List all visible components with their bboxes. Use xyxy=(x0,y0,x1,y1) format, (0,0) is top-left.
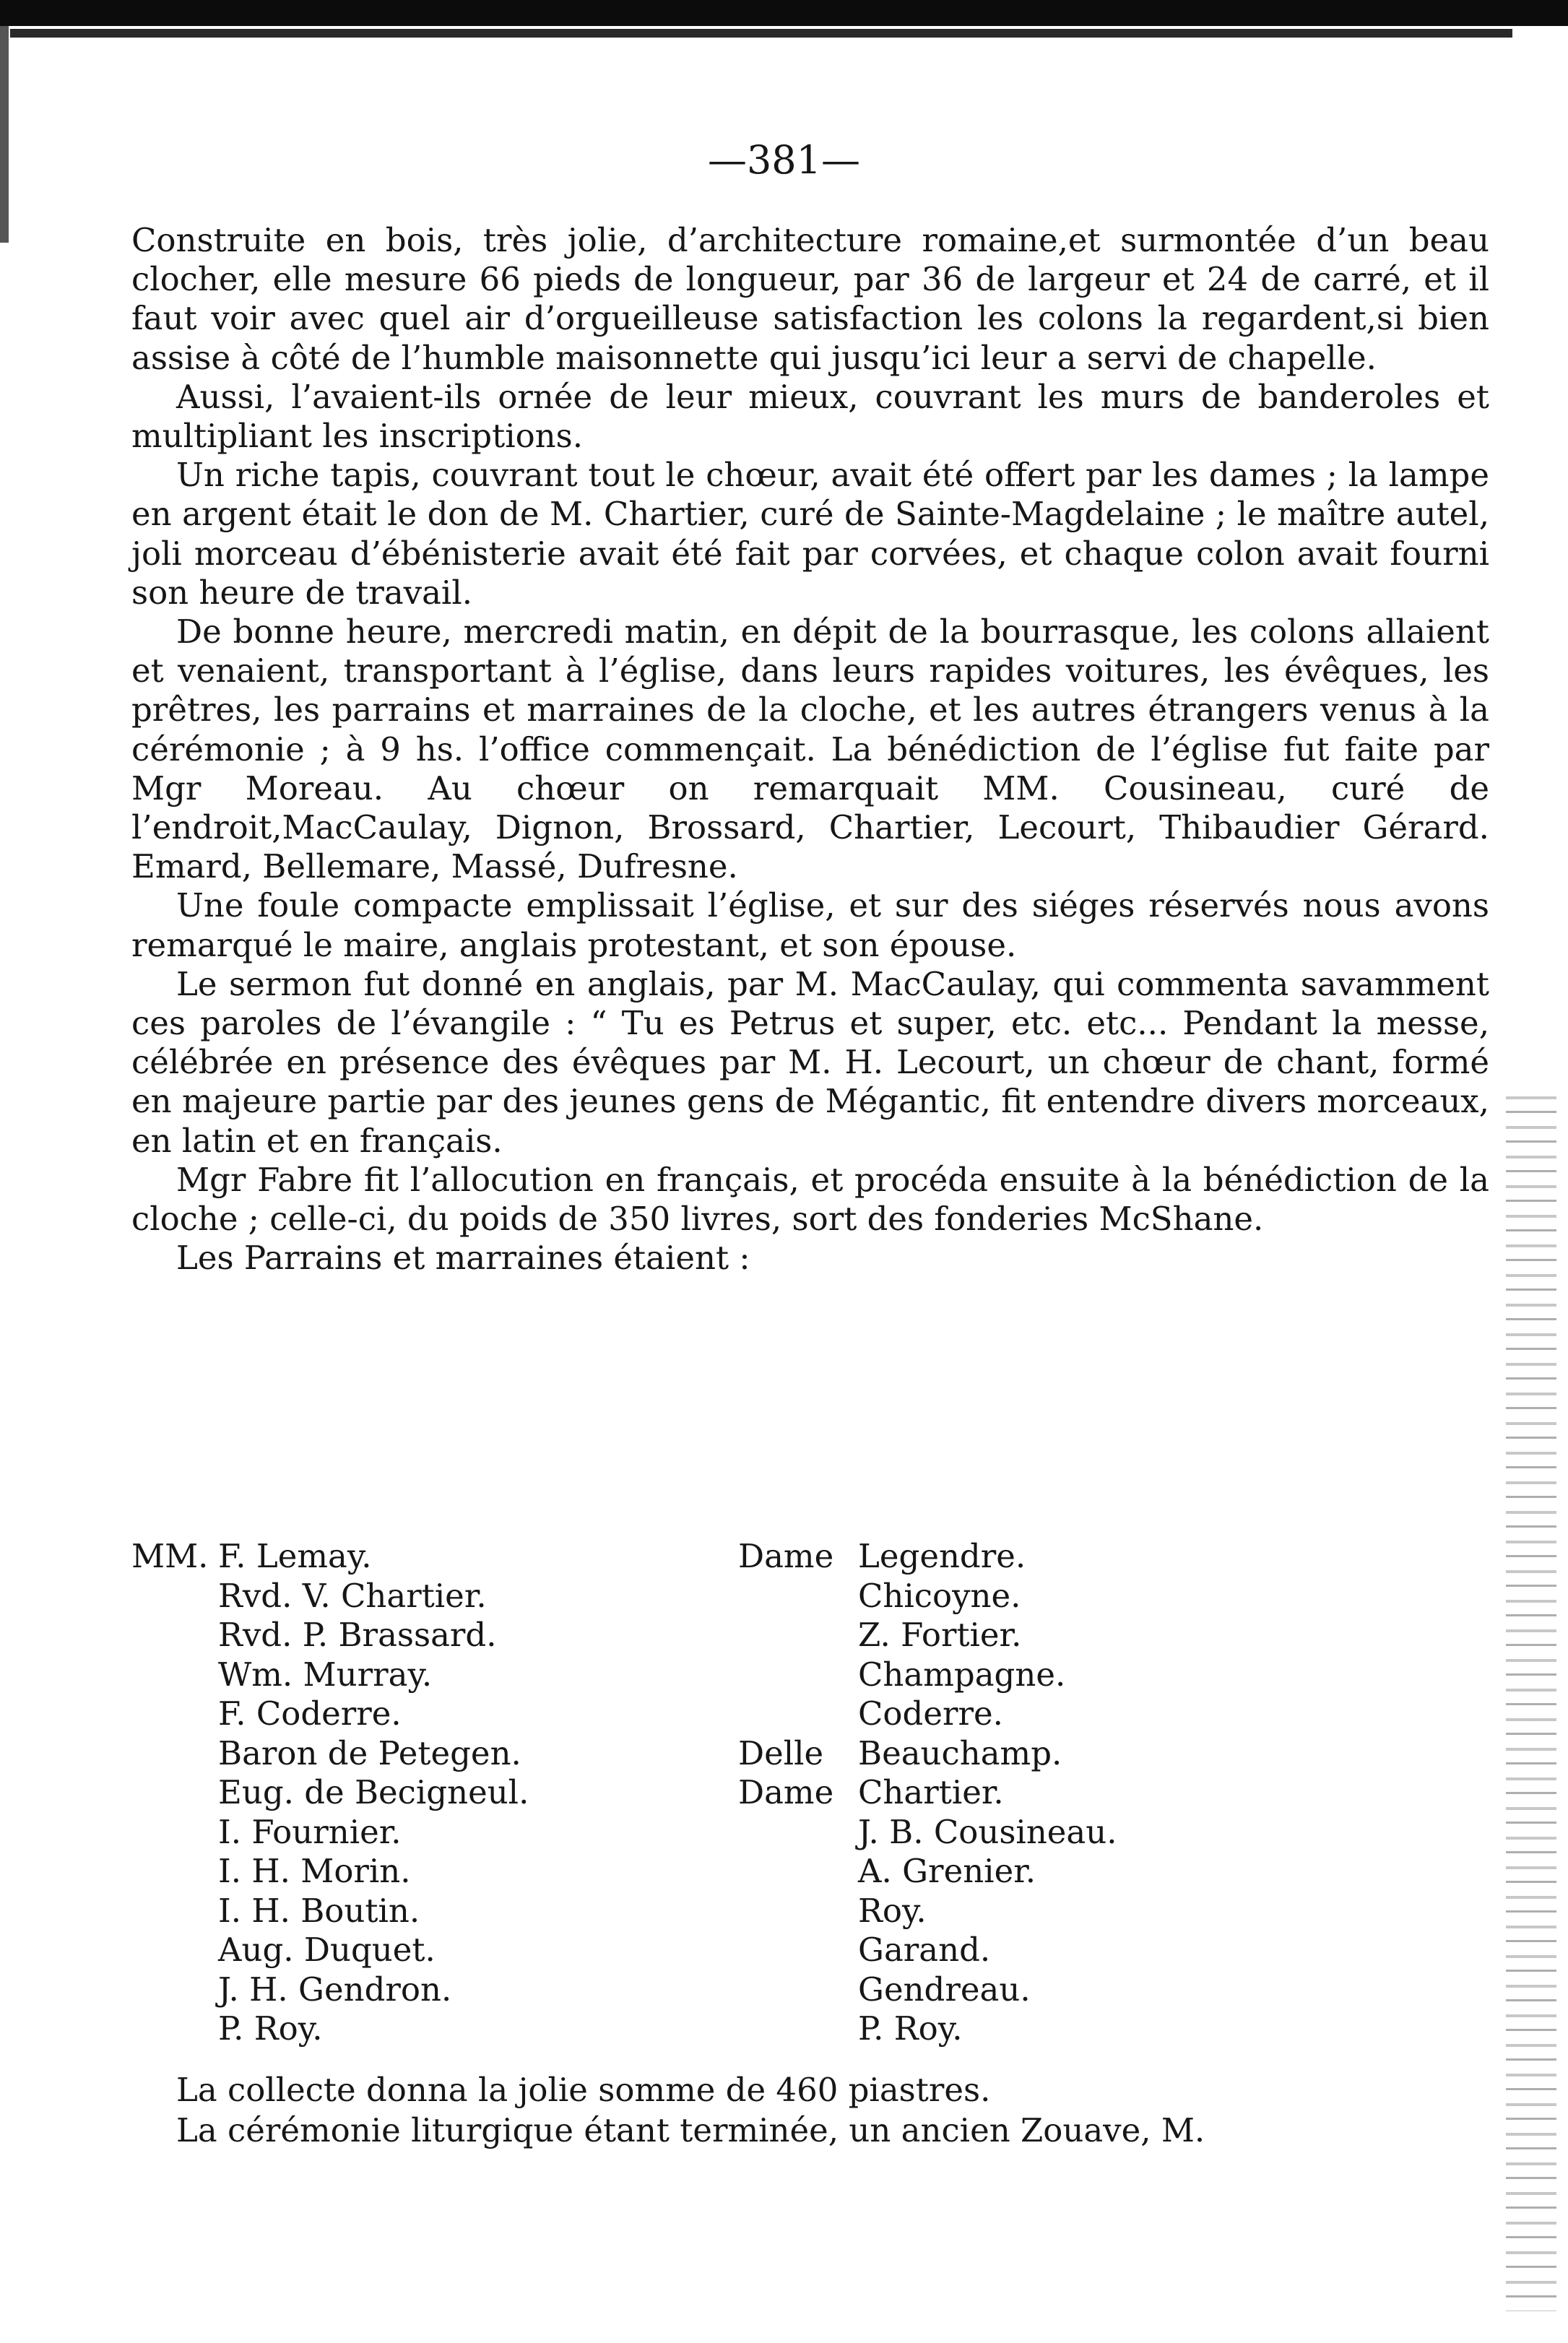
left-scan-edge xyxy=(0,26,9,243)
top-border-rule xyxy=(0,0,1568,26)
parrain-name: Rvd. V. Chartier. xyxy=(218,1576,487,1615)
marraine-name: J. B. Cousineau. xyxy=(858,1812,1117,1851)
marraine-name: Roy. xyxy=(858,1891,927,1930)
paragraph: La cérémonie liturgique étant terminée, un ancien Zouave, M. xyxy=(176,2111,1205,2149)
parrain-name: Baron de Petegen. xyxy=(218,1733,521,1772)
marraine-name: Garand. xyxy=(858,1931,991,1969)
godparents-row xyxy=(0,1537,1568,1577)
paragraph: Un riche tapis, couvrant tout le chœur, avait été offert par les dames ; la lampe en argent était le don de M. Chartier, curé de Sainte-Magdelaine ; le maître autel, joli morceau d’ébénisterie avait été fait par corvées, et chaque colon avait fourni son heure de travail. xyxy=(131,456,1489,612)
page-number: —381— xyxy=(707,137,861,183)
marraine-name: P. Roy. xyxy=(858,2009,963,2048)
godparents-row xyxy=(0,1931,1568,1970)
row-prefix: MM. xyxy=(131,1537,209,1575)
parrain-name: Aug. Duquet. xyxy=(218,1931,436,1969)
closing-text xyxy=(131,2070,1489,2151)
marraine-title: Dame xyxy=(738,1537,834,1575)
parrain-name: I. Fournier. xyxy=(218,1812,402,1851)
marraine-name: Legendre. xyxy=(858,1537,1026,1575)
godparents-row xyxy=(0,2009,1568,2049)
paragraph: Mgr Fabre fit l’allocution en français, et procéda ensuite à la bénédiction de la cloche ; celle-ci, du poids de 350 livres, sort des fonderies McShane. xyxy=(131,1160,1489,1239)
parrain-name: F. Coderre. xyxy=(218,1694,402,1733)
marraine-name: Chartier. xyxy=(858,1773,1004,1811)
godparents-row xyxy=(0,1970,1568,2010)
godparents-row xyxy=(0,1734,1568,1774)
godparents-row xyxy=(0,1577,1568,1616)
godparents-row xyxy=(0,1616,1568,1655)
marraine-name: Z. Fortier. xyxy=(858,1616,1022,1654)
godparents-row xyxy=(0,1852,1568,1892)
marraine-name: A. Grenier. xyxy=(858,1852,1036,1890)
marraine-name: Coderre. xyxy=(858,1694,1003,1733)
parrain-name: P. Roy. xyxy=(218,2009,323,2048)
parrain-name: I. H. Morin. xyxy=(218,1852,411,1890)
marraine-title: Dame xyxy=(738,1773,834,1811)
marraine-name: Beauchamp. xyxy=(858,1733,1062,1772)
godparents-row xyxy=(0,1773,1568,1813)
godparents-row xyxy=(0,1892,1568,1931)
parrain-name: Rvd. P. Brassard. xyxy=(218,1616,497,1654)
paragraph: De bonne heure, mercredi matin, en dépit de la bourrasque, les colons allaient et venaient, transportant à l’église, dans leurs rapides voitures, les évêques, les prêtres, les parrains et marraines de la cloche, et les autres étrangers venus à la cérémonie ; à 9 hs. l’office commençait. La bénédiction de l’église fut faite par Mgr Moreau. Au chœur on remarquait MM. Cousineau, curé de l’endroit,MacCaulay, Dignon, Brossard, Chartier, Lecourt, Thibaudier Gérard. Emard, Bellemare, Massé, Dufresne. xyxy=(131,612,1489,886)
paragraph: Une foule compacte emplissait l’église, et sur des siéges réservés nous avons remarqué le maire, anglais protestant, et son épouse. xyxy=(131,886,1489,964)
top-border-rule-thin xyxy=(10,29,1512,38)
marraine-title: Delle xyxy=(738,1733,824,1772)
marraine-name: Chicoyne. xyxy=(858,1576,1021,1615)
godparents-row xyxy=(0,1813,1568,1853)
paragraph: Les Parrains et marraines étaient : xyxy=(176,1239,750,1278)
parrain-name: F. Lemay. xyxy=(218,1537,372,1575)
parrain-name: Eug. de Becigneul. xyxy=(218,1773,529,1811)
marraine-name: Champagne. xyxy=(858,1655,1066,1694)
parrain-name: Wm. Murray. xyxy=(218,1655,433,1694)
paragraph: Le sermon fut donné en anglais, par M. MacCaulay, qui commenta savamment ces paroles de l’évangile : “ Tu es Petrus et super, etc. etc... Pendant la messe, célébrée en présence des évêques par M. H. Lecourt, un chœur de chant, formé en majeure partie par des jeunes gens de Mégantic, fit entendre divers morceaux, en latin et en français. xyxy=(131,964,1489,1160)
godparents-row xyxy=(0,1694,1568,1734)
paragraph: La collecte donna la jolie somme de 460 piastres. xyxy=(176,2071,991,2109)
parrain-name: I. H. Boutin. xyxy=(218,1891,420,1930)
godparents-row xyxy=(0,1655,1568,1695)
paragraph: Construite en bois, très jolie, d’architecture romaine,et surmontée d’un beau clocher, elle mesure 66 pieds de longueur, par 36 de largeur et 24 de carré, et il faut voir avec quel air d’orgueilleuse satisfaction les colons la regardent,si bien assise à côté de l’humble maisonnette qui jusqu’ici leur a servi de chapelle. xyxy=(131,221,1489,377)
parrain-name: J. H. Gendron. xyxy=(218,1970,452,2009)
marraine-name: Gendreau. xyxy=(858,1970,1031,2009)
paragraph: Aussi, l’avaient-ils ornée de leur mieux, couvrant les murs de banderoles et multipliant les inscriptions. xyxy=(131,377,1489,456)
godparents-list xyxy=(0,1537,1568,2049)
body-text xyxy=(131,221,1489,1278)
